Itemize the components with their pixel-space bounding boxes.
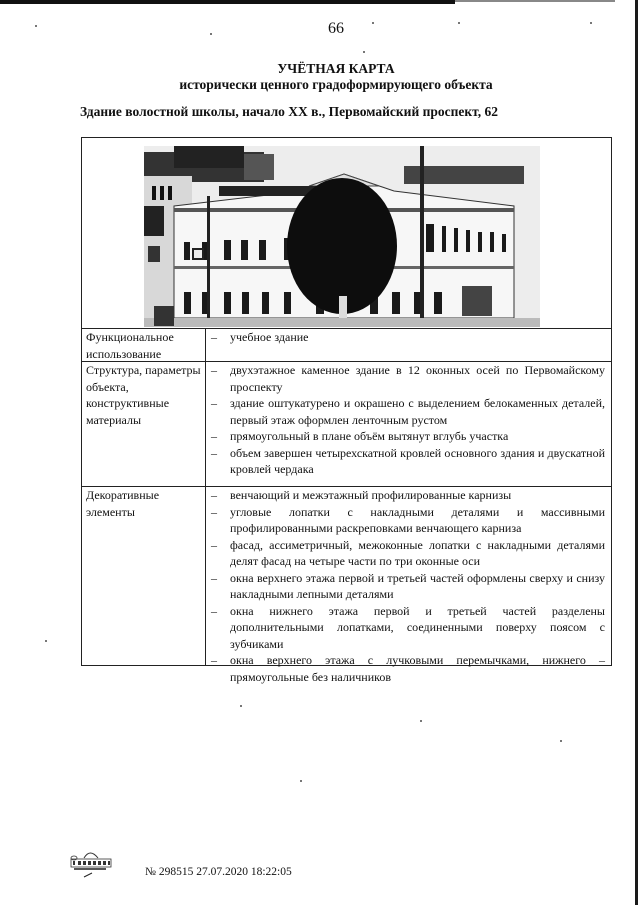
row-value [207, 361, 611, 478]
table-row-decorative [82, 486, 611, 684]
photo-cell [82, 138, 611, 329]
dash-bullet: – [211, 396, 217, 410]
row-label: Структура, параметры объекта, конструктивные материалы [82, 361, 206, 486]
scan-top-edge [0, 0, 455, 4]
scan-speck [363, 51, 365, 53]
list-item: – окна верхнего этажа с лучковыми перемычками, нижнего – прямоугольные без наличников [211, 653, 605, 684]
dash-bullet: – [211, 330, 217, 344]
dash-bullet: – [211, 603, 217, 618]
list-item: – окна нижнего этажа первой и третьей частей разделены дополнительными лопатками, соединенными поверху поясом с зубчиками [211, 603, 605, 651]
list-item: – прямоугольный в плане объём вытянут вглубь участка [211, 429, 509, 443]
row-value [207, 328, 611, 346]
list-item: – фасад, ассиметричный, межоконные лопатки с накладными деталями делят фасад на четыре части по три оконные оси [211, 537, 605, 568]
object-name: Здание волостной школы, начало XX в., Первомайский проспект, 62 [80, 104, 499, 119]
document-stamp-icon [70, 848, 114, 876]
dash-bullet: – [211, 363, 217, 377]
table-row-structure [82, 361, 611, 487]
dash-bullet: – [211, 488, 217, 502]
document-registration-number: № 298515 27.07.2020 18:22:05 [145, 866, 292, 878]
title-line-2: исторически ценного градоформирующего объекта [179, 77, 493, 92]
list-item: – двухэтажное каменное здание в 12 оконных осей по Первомайскому проспекту [211, 363, 605, 394]
title-line-1: УЧЁТНАЯ КАРТА [277, 61, 395, 76]
list-item: – угловые лопатки с накладными деталями и массивными профилированными раскреповками венчающего карниза [211, 504, 605, 535]
list-item: – окна верхнего этажа первой и третьей частей оформлены сверху и снизу накладными лепными деталями [211, 570, 605, 601]
dash-bullet: – [211, 537, 217, 552]
scan-speck [560, 740, 562, 742]
dash-bullet: – [211, 445, 217, 460]
dash-bullet: – [211, 429, 217, 443]
dash-bullet: – [211, 653, 217, 667]
dash-bullet: – [211, 504, 217, 519]
building-photo [144, 146, 540, 327]
page-number: 66 [328, 20, 344, 37]
list-item: – учебное здание [211, 330, 309, 344]
scan-speck [45, 640, 47, 642]
dash-bullet: – [211, 570, 217, 585]
scan-speck [300, 780, 302, 782]
scan-speck [240, 705, 242, 707]
document-title [0, 61, 640, 93]
row-value [207, 486, 611, 685]
row-label: Функциональное использование [82, 328, 206, 361]
scan-speck [420, 720, 422, 722]
list-item: – объем завершен четырехскатной кровлей основного здания и двускатной кровлей чердака [211, 445, 605, 476]
list-item: – венчающий и межэтажный профилированные карнизы [211, 488, 512, 502]
scan-right-edge [635, 0, 638, 905]
scan-top-edge-light [455, 0, 615, 2]
list-item: – здание оштукатурено и окрашено с выделением белокаменных деталей, первый этаж оформлен ленточным рустом [211, 396, 605, 427]
registration-card-table [81, 137, 612, 684]
table-row-functional-use [82, 328, 611, 362]
row-label: Декоративные элементы [82, 486, 206, 665]
